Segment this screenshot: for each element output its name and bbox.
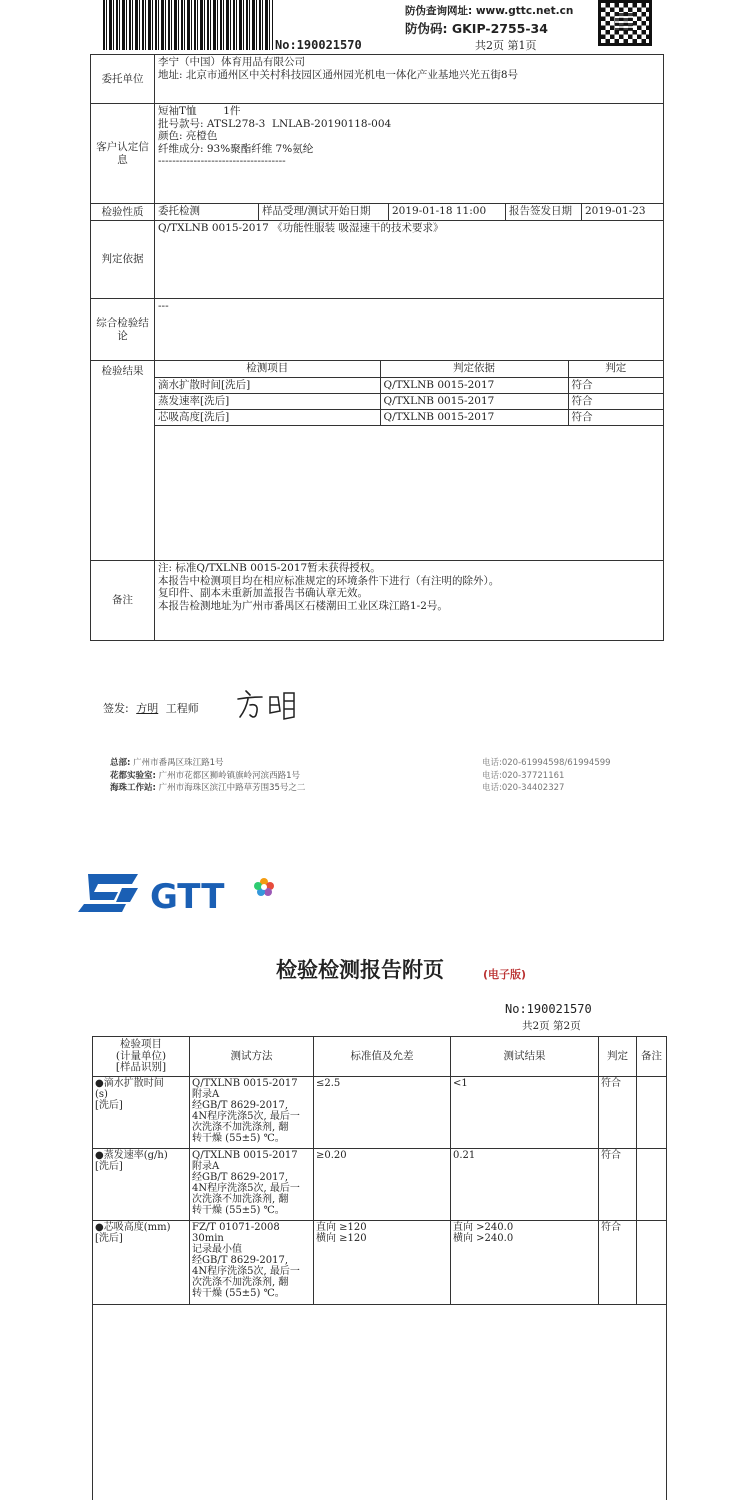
signer-title: 工程师 bbox=[165, 702, 199, 715]
appendix-cell-method: Q/TXLNB 0015-2017 附录A 经GB/T 8629-2017, 4N程序洗涤5次, 最后一 次洗涤不加洗涤剂, 翻 转干燥 (55±5) ℃。 bbox=[190, 1149, 314, 1221]
appendix-cell-item: ●滴水扩散时间 (s) [洗后] bbox=[93, 1077, 190, 1149]
appendix-cell-standard: 直向 ≥120 横向 ≥120 bbox=[314, 1221, 451, 1305]
results-label: 检验结果 bbox=[91, 361, 155, 561]
footer-phone: 电话:020-61994598/61994599 bbox=[482, 758, 611, 768]
sample-info bbox=[155, 104, 664, 204]
results-row bbox=[155, 393, 663, 409]
footer-addresses bbox=[110, 757, 305, 795]
results-cell-judgement: 符合 bbox=[568, 377, 663, 393]
appendix-row bbox=[93, 1221, 667, 1305]
receive-date-label: 样品受理/测试开始日期 bbox=[259, 204, 389, 221]
remark-label: 备注 bbox=[91, 561, 155, 641]
electronic-edition-tag: (电子版) bbox=[483, 968, 527, 981]
col-remark: 备注 bbox=[637, 1037, 667, 1077]
barcode bbox=[103, 0, 273, 50]
handwritten-signature bbox=[232, 685, 302, 725]
appendix-cell-item: ●芯吸高度(mm) [洗后] bbox=[93, 1221, 190, 1305]
results-cell-judgement: 符合 bbox=[568, 393, 663, 409]
footer-address bbox=[110, 757, 305, 770]
footer-phone: 电话:020-34402327 bbox=[482, 783, 565, 793]
results-header-item: 检测项目 bbox=[155, 361, 380, 377]
appendix-cell-judgement: 符合 bbox=[599, 1077, 637, 1149]
results-cell-judgement: 符合 bbox=[568, 409, 663, 425]
sample-info-line: 批号款号: ATSL278-3 LNLAB-20190118-004 bbox=[158, 117, 392, 130]
report-table bbox=[90, 54, 664, 641]
appendix-cell-remark bbox=[637, 1077, 667, 1149]
footer-address-value: 广州市番禺区珠江路1号 bbox=[130, 758, 224, 768]
results-table bbox=[155, 361, 663, 558]
col-judgement: 判定 bbox=[599, 1037, 637, 1077]
results-cell-basis: Q/TXLNB 0015-2017 bbox=[380, 377, 568, 393]
appendix-cell-standard: ≤2.5 bbox=[314, 1077, 451, 1149]
results-cell-basis: Q/TXLNB 0015-2017 bbox=[380, 409, 568, 425]
remark-line: 注: 标准Q/TXLNB 0015-2017暂未获得授权。 bbox=[158, 562, 381, 574]
gtt-logo bbox=[76, 870, 276, 918]
footer-address bbox=[110, 770, 305, 783]
col-method: 测试方法 bbox=[190, 1037, 314, 1077]
appendix-cell-standard: ≥0.20 bbox=[314, 1149, 451, 1221]
footer-phone: 电话:020-37721161 bbox=[482, 770, 565, 781]
col-item: 检验项目 (计量单位) [样品识别] bbox=[93, 1037, 190, 1077]
issue-date-label: 报告签发日期 bbox=[506, 204, 582, 221]
footer-address-label: 海珠工作站: bbox=[110, 783, 156, 793]
report-number: No:190021570 bbox=[275, 38, 362, 52]
footer-phones bbox=[482, 757, 611, 795]
conclusion-label: 综合检验结论 bbox=[91, 299, 155, 361]
sample-info-label: 客户认定信息 bbox=[91, 104, 155, 204]
signer-name: 方明 bbox=[136, 702, 159, 715]
nature-value: 委托检测 bbox=[155, 204, 259, 221]
results-header-judgement: 判定 bbox=[568, 361, 663, 377]
remark-line: 本报告中检测项目均在相应标准规定的环境条件下进行（有注明的除外）。 bbox=[158, 574, 500, 587]
page-count: 共2页 第1页 bbox=[475, 39, 537, 52]
client-address: 地址: 北京市通州区中关村科技园区通州园光机电一体化产业基地兴光五街8号 bbox=[158, 68, 519, 81]
results-cell-item: 蒸发速率[洗后] bbox=[155, 393, 380, 409]
anti-fake-code: 防伪码: GKIP-2755-34 bbox=[405, 21, 548, 36]
remark-text bbox=[155, 561, 664, 641]
appendix-title: 检验检测报告附页 bbox=[276, 958, 444, 982]
appendix-cell-judgement: 符合 bbox=[599, 1221, 637, 1305]
results-cell-item: 芯吸高度[洗后] bbox=[155, 409, 380, 425]
sample-info-line: 颜色: 亮橙色 bbox=[158, 130, 218, 143]
nature-label: 检验性质 bbox=[91, 204, 155, 221]
logo-flower-icon bbox=[254, 878, 274, 896]
sample-info-line: 纤维成分: 93%聚酯纤维 7%氨纶 bbox=[158, 142, 314, 155]
footer-address bbox=[110, 782, 305, 795]
appendix-cell-result: 0.21 bbox=[451, 1149, 599, 1221]
results-cell-basis: Q/TXLNB 0015-2017 bbox=[380, 393, 568, 409]
appendix-cell-remark bbox=[637, 1221, 667, 1305]
col-standard: 标准值及允差 bbox=[314, 1037, 451, 1077]
remark-line: 本报告检测地址为广州市番禺区石楼潮田工业区珠江路1-2号。 bbox=[158, 599, 448, 612]
results-row bbox=[155, 377, 663, 393]
appendix-cell-item: ●蒸发速率(g/h) [洗后] bbox=[93, 1149, 190, 1221]
footer-address-label: 花都实验室: bbox=[110, 770, 156, 781]
basis-label: 判定依据 bbox=[91, 221, 155, 299]
appendix-report-number: No:190021570 bbox=[505, 1002, 592, 1016]
conclusion-value: --- bbox=[155, 299, 664, 361]
results-cell-item: 滴水扩散时间[洗后] bbox=[155, 377, 380, 393]
anti-fake-url: 防伪查询网址: www.gttc.net.cn bbox=[405, 5, 574, 17]
remark-line: 复印件、副本未重新加盖报告书确认章无效。 bbox=[158, 587, 368, 600]
footer-address-value: 广州市花都区狮岭镇旗岭河滨西路1号 bbox=[155, 770, 301, 781]
logo-text: GTT bbox=[150, 877, 225, 914]
sample-info-line: 短袖T恤 1件 bbox=[158, 105, 241, 117]
appendix-blank-area bbox=[93, 1305, 667, 1500]
appendix-table bbox=[92, 1036, 667, 1500]
footer-address-value: 广州市海珠区滨江中路草芳围35号之二 bbox=[155, 783, 306, 793]
qr-code bbox=[598, 0, 652, 46]
sample-info-line: ------------------------------------ bbox=[158, 155, 286, 168]
issue-date-value: 2019-01-23 bbox=[582, 204, 664, 221]
client-name: 李宁（中国）体育用品有限公司 bbox=[158, 56, 305, 68]
appendix-page-count: 共2页 第2页 bbox=[522, 1020, 581, 1032]
appendix-cell-result: 直向 >240.0 横向 >240.0 bbox=[451, 1221, 599, 1305]
appendix-row bbox=[93, 1149, 667, 1221]
results-row bbox=[155, 409, 663, 425]
appendix-cell-method: FZ/T 01071-2008 30min 记录最小值 经GB/T 8629-2017, 4N程序洗涤5次, 最后一 次洗涤不加洗涤剂, 翻 转干燥 (55±5) ℃。 bbox=[190, 1221, 314, 1305]
basis-value: Q/TXLNB 0015-2017 《功能性服装 吸湿速干的技术要求》 bbox=[155, 221, 664, 299]
results-header-basis: 判定依据 bbox=[380, 361, 568, 377]
appendix-cell-method: Q/TXLNB 0015-2017 附录A 经GB/T 8629-2017, 4N程序洗涤5次, 最后一 次洗涤不加洗涤剂, 翻 转干燥 (55±5) ℃。 bbox=[190, 1077, 314, 1149]
footer-address-label: 总部: bbox=[110, 758, 131, 768]
appendix-cell-judgement: 符合 bbox=[599, 1149, 637, 1221]
results-blank-area bbox=[155, 425, 663, 558]
client-label: 委托单位 bbox=[91, 55, 155, 104]
appendix-cell-result: <1 bbox=[451, 1077, 599, 1149]
col-result: 测试结果 bbox=[451, 1037, 599, 1077]
signature-label: 签发: bbox=[103, 702, 129, 715]
appendix-cell-remark bbox=[637, 1149, 667, 1221]
appendix-row bbox=[93, 1077, 667, 1149]
logo-mark-icon bbox=[78, 874, 138, 912]
receive-date-value: 2019-01-18 11:00 bbox=[389, 204, 506, 221]
signature-line bbox=[103, 702, 199, 715]
